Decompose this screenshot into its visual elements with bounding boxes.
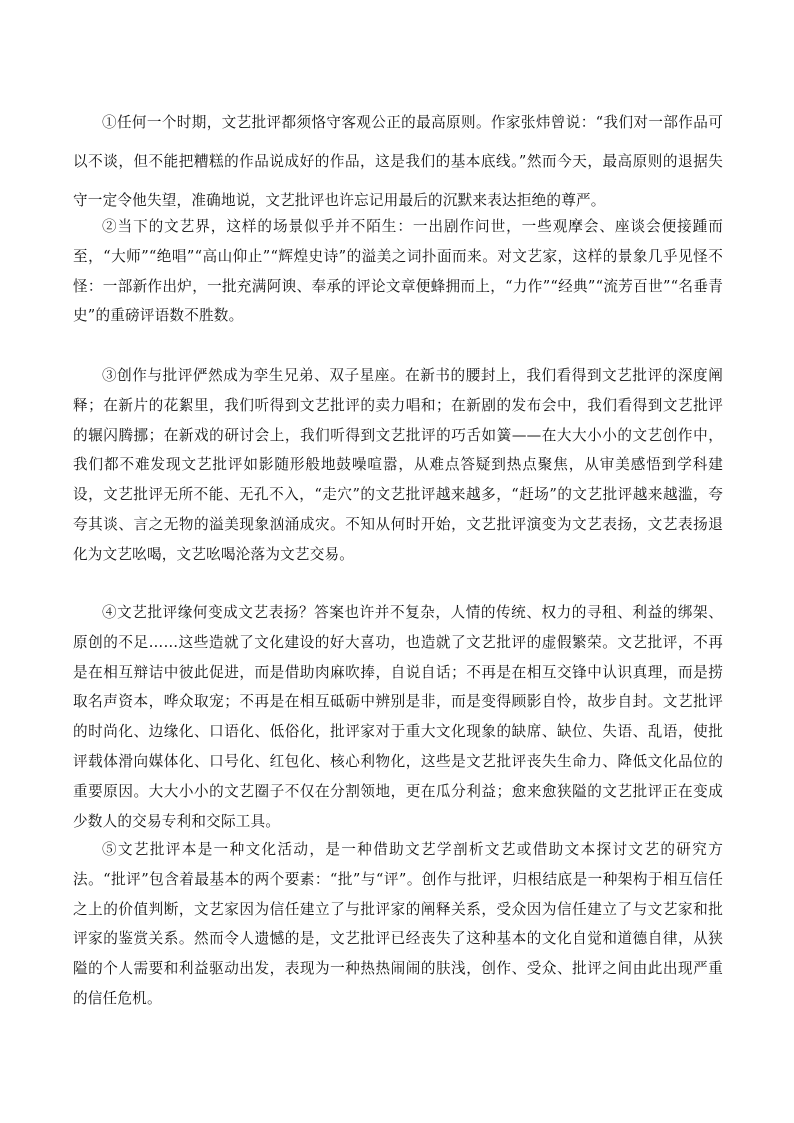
paragraph-1: ①任何一个时期，文艺批评都须恪守客观公正的最高原则。作家张炜曾说：“我们对一部作品可以不谈，但不能把糟糕的作品说成好的作品，这是我们的基本底线。”然而今天，最高原则的退据失守一定令他失望，准确地说，文艺批评也许忘记用最后的沉默来表达拒绝的尊严。: [73, 114, 723, 209]
paragraph-2: ②当下的文艺界，这样的场景似乎并不陌生：一出剧作问世，一些观摩会、座谈会便接踵而至，“大师”“绝唱”“高山仰止”“辉煌史诗”的溢美之词扑面而来。对文艺家，这样的景象几乎见怪不怪：一部新作出炉，一批充满阿谀、奉承的评论文章便蜂拥而上，“力作”“经典”“流芳百世”“名垂青史”的重磅评语数不胜数。: [73, 218, 723, 325]
paragraph-4: ④文艺批评缘何变成文艺表扬？答案也许并不复杂，人情的传统、权力的寻租、利益的绑架、原创的不足……这些造就了文化建设的好大喜功，也造就了文艺批评的虚假繁荣。文艺批评，不再是在相互辩诘中彼此促进，而是借助肉麻吹捧，自说自话；不再是在相互交锋中认识真理，而是捞取名声资本，哗众取宠；不再是在相互砥砺中辨别是非，而是变得顾影自怜，故步自封。文艺批评的时尚化、边缘化、口语化、低俗化，批评家对于重大文化现象的缺席、缺位、失语、乱语，使批评载体滑向媒体化、口号化、红包化、核心利物化，这些是文艺批评丧失生命力、降低文化品位的重要原因。大大小小的文艺圈子不仅在分割领地，更在瓜分利益；愈来愈狭隘的文艺批评正在变成少数人的交易专利和交际工具。: [73, 604, 723, 830]
paragraph-5: ⑤文艺批评本是一种文化活动，是一种借助文艺学剖析文艺或借助文本探讨文艺的研究方法。“批评”包含着最基本的两个要素：“批”与“评”。创作与批评，归根结底是一种架构于相互信任之上的价值判断，文艺家因为信任建立了与批评家的阐释关系，受众因为信任建立了与文艺家和批评家的鉴赏关系。然而令人遗憾的是，文艺批评已经丧失了这种基本的文化自觉和道德自律，从狭隘的个人需要和利益驱动出发，表现为一种热热闹闹的肤浅，创作、受众、批评之间由此出现严重的信任危机。: [73, 841, 723, 1007]
paragraph-3: ③创作与批评俨然成为孪生兄弟、双子星座。在新书的腰封上，我们看得到文艺批评的深度阐释；在新片的花絮里，我们听得到文艺批评的卖力唱和；在新剧的发布会中，我们看得到文艺批评的辗闪腾挪；在新戏的研讨会上，我们听得到文艺批评的巧舌如簧——在大大小小的文艺创作中，我们都不难发现文艺批评如影随形般地鼓噪喧嚣，从难点答疑到热点聚焦，从审美感悟到学科建设，文艺批评无所不能、无孔不入，“走穴”的文艺批评越来越多，“赶场”的文艺批评越来越滥，夸夸其谈、言之无物的溢美现象汹涌成灾。不知从何时开始，文艺批评演变为文艺表扬，文艺表扬退化为文艺吆喝，文艺吆喝沦落为文艺交易。: [73, 367, 723, 563]
